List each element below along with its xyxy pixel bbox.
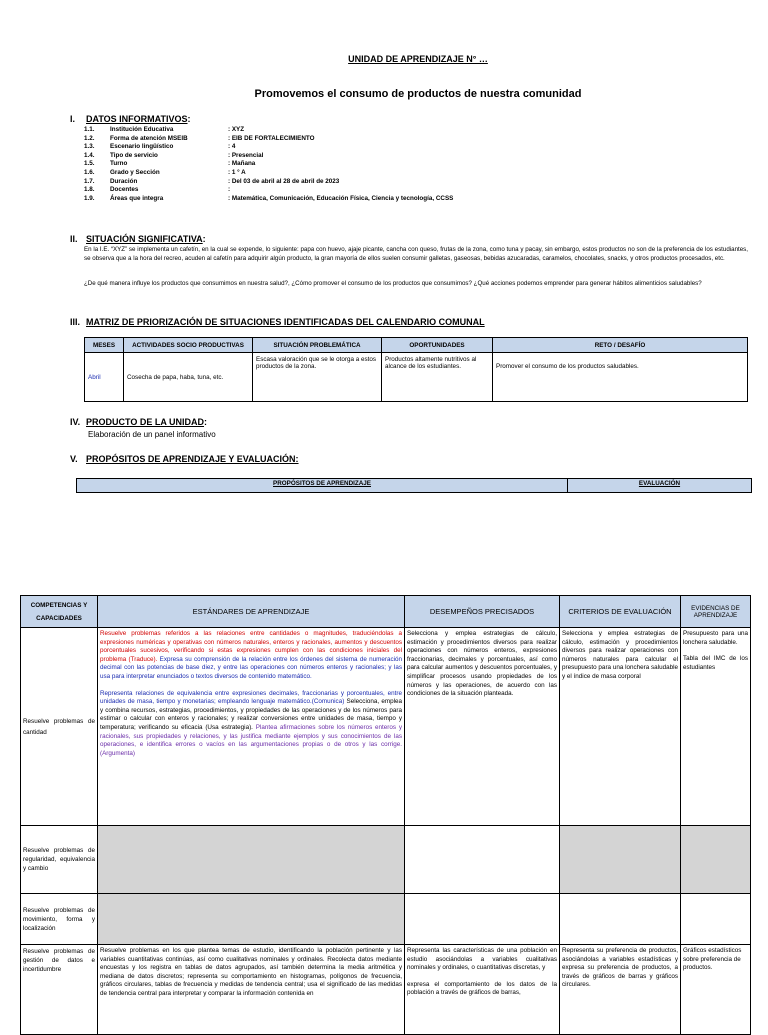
datos-row	[84, 169, 453, 178]
estandar-cantidad	[98, 628, 405, 826]
datos-row-label: Escenario lingüístico	[110, 143, 174, 151]
matriz-header-oportunidades: OPORTUNIDADES	[382, 338, 493, 353]
section-number: V.	[70, 454, 78, 464]
section-title: PROPÓSITOS DE APRENDIZAJE Y EVALUACIÓN:	[86, 454, 299, 464]
datos-row-label: Duración	[110, 177, 138, 185]
datos-row	[84, 135, 453, 144]
criterio-cantidad	[560, 628, 681, 826]
desempeno-movimiento-empty	[405, 894, 560, 945]
datos-row	[84, 178, 453, 187]
competencia-movimiento	[21, 894, 98, 945]
datos-row-number: 1.8.	[84, 186, 95, 194]
datos-row	[84, 186, 453, 195]
section-title: MATRIZ DE PRIORIZACIÓN DE SITUACIONES IDENTIFICADAS DEL CALENDARIO COMUNAL	[86, 317, 485, 327]
datos-row-number: 1.7.	[84, 177, 95, 185]
datos-row-number: 1.1.	[84, 126, 95, 133]
datos-row	[84, 160, 453, 169]
datos-row-value: : Matemática, Comunicación, Educación Física, Ciencia y tecnología, CCSS	[228, 194, 454, 202]
evidencia-datos-text: Gráficos estadísticos sobre preferencia de productos.	[683, 947, 742, 972]
document-subtitle: Promovemos el consumo de productos de nuestra comunidad	[254, 88, 582, 100]
header-evidencias: EVIDENCIAS DE APRENDIZAJE	[681, 596, 751, 628]
competencias-table	[20, 595, 751, 1035]
estandar-usa-estrategia: Selecciona, emplea y combina recursos, estrategias, procedimientos, y propiedades de las operaciones y de los números para estimar o calcular con enteros y racionales; y realizar conversiones entre unidades de masa, tiempo y temperatura; verificando su eficacia (Usa estrategia).	[100, 698, 402, 731]
propositos-header	[77, 479, 568, 493]
matriz-cell-actividad: Cosecha de papa, haba, tuna, etc.	[124, 353, 253, 402]
matriz-header-reto: RETO / DESAFÍO	[493, 338, 748, 353]
criterio-regularidad-empty	[560, 826, 681, 894]
datos-row-value: :	[228, 186, 231, 194]
section-situacion-heading: II. SITUACIÓN SIGNIFICATIVA:	[70, 234, 206, 244]
header-criterios: CRITERIOS DE EVALUACIÓN	[560, 596, 681, 628]
evidencia-presupuesto: Presupuesto para una lonchera saludable.	[683, 630, 748, 646]
datos-row-label: Tipo de servicio	[110, 151, 158, 159]
competencia-label: Resuelve problemas de cantidad	[23, 717, 95, 736]
evidencia-imc: Tabla del IMC de los estudiantes	[683, 655, 748, 671]
situacion-paragraph: En la I.E. “XYZ” se implementa un cafetín, en la cual se expende, lo siguiente: papa con huevo, ajaje picante, cancha con queso, frutas de la zona, como tuna y pacay, sin embargo, estos productos no son de la preferencia de los estudiantes, se observa que a la hora del recreo, acuden al cafetín para adquirir algún producto, la gran mayoría de ellos suelen consumir galletas, gaseosas, bebidas azucaradas, caramelos, chocolates, snacks, y otros productos procesados, etc.	[84, 246, 748, 262]
datos-row	[84, 195, 453, 204]
evidencia-regularidad-empty	[681, 826, 751, 894]
propositos-header-table	[76, 478, 752, 493]
matriz-header-meses: MESES	[85, 338, 124, 353]
datos-row-label: Institución Educativa	[110, 126, 174, 133]
estandar-regularidad-empty	[98, 826, 405, 894]
evidencia-cantidad	[681, 628, 751, 826]
desempeno-cantidad	[405, 628, 560, 826]
evidencia-datos	[681, 945, 751, 1035]
datos-row-label: Áreas que integra	[110, 194, 164, 202]
datos-row-number: 1.5.	[84, 160, 95, 168]
header-desempenos: DESEMPEÑOS PRECISADOS	[405, 596, 560, 628]
datos-row-value: : 4	[228, 143, 236, 151]
estandar-expresa: Expresa su comprensión de la relación entre los órdenes del sistema de numeración decimal con las potencias de base diez, y entre las operaciones con números enteros y racionales; y las usa para interpretar enunciados o textos diversos de contenido matemático.	[100, 655, 403, 680]
estandar-argumenta: Plantea afirmaciones sobre los números enteros y racionales, sus propiedades y relaciones, y las justifica mediante ejemplos y sus conocimientos de las operaciones, e identifica errores o vacíos en las argumentaciones propias o de otros y las corrige.(Argumenta)	[100, 723, 402, 757]
competencia-label: Resuelve problemas de regularidad, equivalencia y cambio	[23, 847, 95, 872]
competencia-label: Resuelve problemas de gestión de datos e incertidumbre	[23, 948, 95, 973]
datos-row-label: Forma de atención MSEIB	[110, 134, 188, 142]
desempeno-datos-text-2: expresa el comportamiento de los datos de la población a través de gráficos de barras,	[407, 980, 557, 997]
estandar-traduce: Resuelve problemas referidos a las relaciones entre cantidades o magnitudes, traduciéndolas a expresiones numéricas y operativas con números naturales, enteros y racionales, aumentos y descuentos porcentuales sucesivos, verificando si estas expresiones cumplen con las condiciones iniciales del problema (Traduce).	[100, 630, 402, 663]
criterio-datos-text: Representa su preferencia de productos, asociándolas a variables estadísticas y expresa su preferencia de productos, a través de gráficos de barras y gráficos circulares.	[562, 947, 678, 989]
datos-row-label: Docentes	[110, 186, 139, 194]
estandar-datos	[98, 945, 405, 1035]
datos-row	[84, 126, 453, 135]
section-title: SITUACIÓN SIGNIFICATIVA	[86, 234, 203, 244]
datos-row-number: 1.6.	[84, 168, 95, 176]
competencia-cantidad	[21, 628, 98, 826]
evaluacion-header	[568, 479, 752, 493]
header-estandares: ESTÁNDARES DE APRENDIZAJE	[98, 596, 405, 628]
section-number: II.	[70, 234, 78, 244]
datos-row	[84, 143, 453, 152]
document-title: UNIDAD DE APRENDIZAJE N° …	[348, 54, 488, 64]
situacion-questions: ¿De qué manera influye los productos que consumimos en nuestra salud?, ¿Cómo promover el consumo de los productos que consumimos? ¿Qué acciones podemos emprender para generar hábitos alimenticios saludables?	[84, 280, 702, 287]
estandar-movimiento-empty	[98, 894, 405, 945]
matriz-table	[84, 337, 748, 402]
desempeno-regularidad-empty	[405, 826, 560, 894]
desempeno-text: Selecciona y emplea estrategias de cálculo, estimación y procedimientos diversos para realizar operaciones con números enteros, expresiones fraccionarias, decimales y porcentuales, así como para calcular aumentos y descuentos porcentuales, y simplificar procesos usando propiedades de los números y las operaciones, de acuerdo con las condiciones de la situación planteada.	[407, 630, 557, 698]
competencia-label: Resuelve problemas de movimiento, forma y localización	[23, 906, 95, 932]
datos-row-number: 1.9.	[84, 194, 95, 202]
section-datos-informativos-heading: I. DATOS INFORMATIVOS:	[70, 114, 191, 124]
competencia-datos	[21, 945, 98, 1035]
estandar-comunica: Representa relaciones de equivalencia entre expresiones decimales, fraccionarias y porcentuales, entre unidades de masa, tiempo y monetarias; empleando lenguaje matemático.(Comunica)	[100, 689, 402, 706]
matriz-cell-situacion: Escasa valoración que se le otorga a estos productos de la zona.	[253, 353, 382, 402]
criterio-datos	[560, 945, 681, 1035]
datos-row-label: Grado y Sección	[110, 168, 160, 176]
header-competencias: COMPETENCIAS Y CAPACIDADES	[21, 596, 98, 628]
section-producto-heading: IV. PRODUCTO DE LA UNIDAD:	[70, 417, 208, 427]
datos-row	[84, 152, 453, 161]
section-matriz-heading	[70, 317, 485, 327]
competencia-regularidad	[21, 826, 98, 894]
matriz-cell-reto: Promover el consumo de los productos saludables.	[493, 353, 748, 402]
criterio-movimiento-empty	[560, 894, 681, 945]
section-propositos-heading	[70, 454, 299, 464]
datos-informativos-list	[84, 126, 453, 203]
section-number: I.	[70, 114, 76, 124]
matriz-header-situacion: SITUACIÓN PROBLEMÁTICA	[253, 338, 382, 353]
matriz-cell-oportunidad: Productos altamente nutritivos al alcance de los estudiantes.	[382, 353, 493, 402]
datos-row-number: 1.2.	[84, 134, 95, 142]
datos-row-number: 1.3.	[84, 143, 95, 151]
section-title: PRODUCTO DE LA UNIDAD	[86, 417, 205, 427]
datos-row-value: : EIB DE FORTALECIMIENTO	[228, 134, 315, 142]
datos-row-value: : 1 ° A	[228, 168, 246, 176]
matriz-header-actividades: ACTIVIDADES SOCIO PRODUCTIVAS	[124, 338, 253, 353]
datos-row-value: : Presencial	[228, 151, 264, 159]
desempeno-datos	[405, 945, 560, 1035]
datos-row-label: Turno	[110, 160, 128, 168]
producto-text: Elaboración de un panel informativo	[88, 430, 216, 439]
section-title: DATOS INFORMATIVOS	[86, 114, 188, 124]
criterio-text: Selecciona y emplea estrategias de cálculo, estimación y procedimientos diversos para realizar operaciones con números naturales para calcular el presupuesto para una lonchera saludable y el índice de masa corporal	[562, 630, 678, 680]
propositos-label: PROPÓSITOS DE APRENDIZAJE	[273, 480, 371, 487]
evaluacion-label: EVALUACIÓN	[638, 480, 681, 487]
section-number: III.	[70, 317, 81, 327]
datos-row-value: : Mañana	[228, 160, 256, 168]
section-number: IV.	[70, 417, 81, 427]
estandar-datos-text: Resuelve problemas en los que plantea temas de estudio, identificando la población pertinente y las variables cuantitativas continúas, así como cualitativas nominales y ordinales. Recolecta datos mediante encuestas y los registra en tablas de datos agrupados, así también determina la media aritmética y mediana de datos discretos; representa su comportamiento en histogramas, polígonos de frecuencia, gráficos circulares, tablas de frecuencia y medidas de tendencia central; usa el significado de las medidas de tendencia central para interpretar y comparar la información contenida en	[100, 947, 402, 997]
matriz-cell-mes: Abril	[85, 353, 124, 402]
datos-row-value: : XYZ	[228, 126, 245, 133]
datos-row-value: : Del 03 de abril al 28 de abril de 2023	[228, 177, 340, 185]
datos-row-number: 1.4.	[84, 151, 95, 159]
evidencia-movimiento-empty	[681, 894, 751, 945]
desempeno-datos-text: Representa las características de una población en estudio asociándolas a variables cualitativas nominales y ordinales, o cuantitativas discretas, y	[407, 947, 557, 972]
